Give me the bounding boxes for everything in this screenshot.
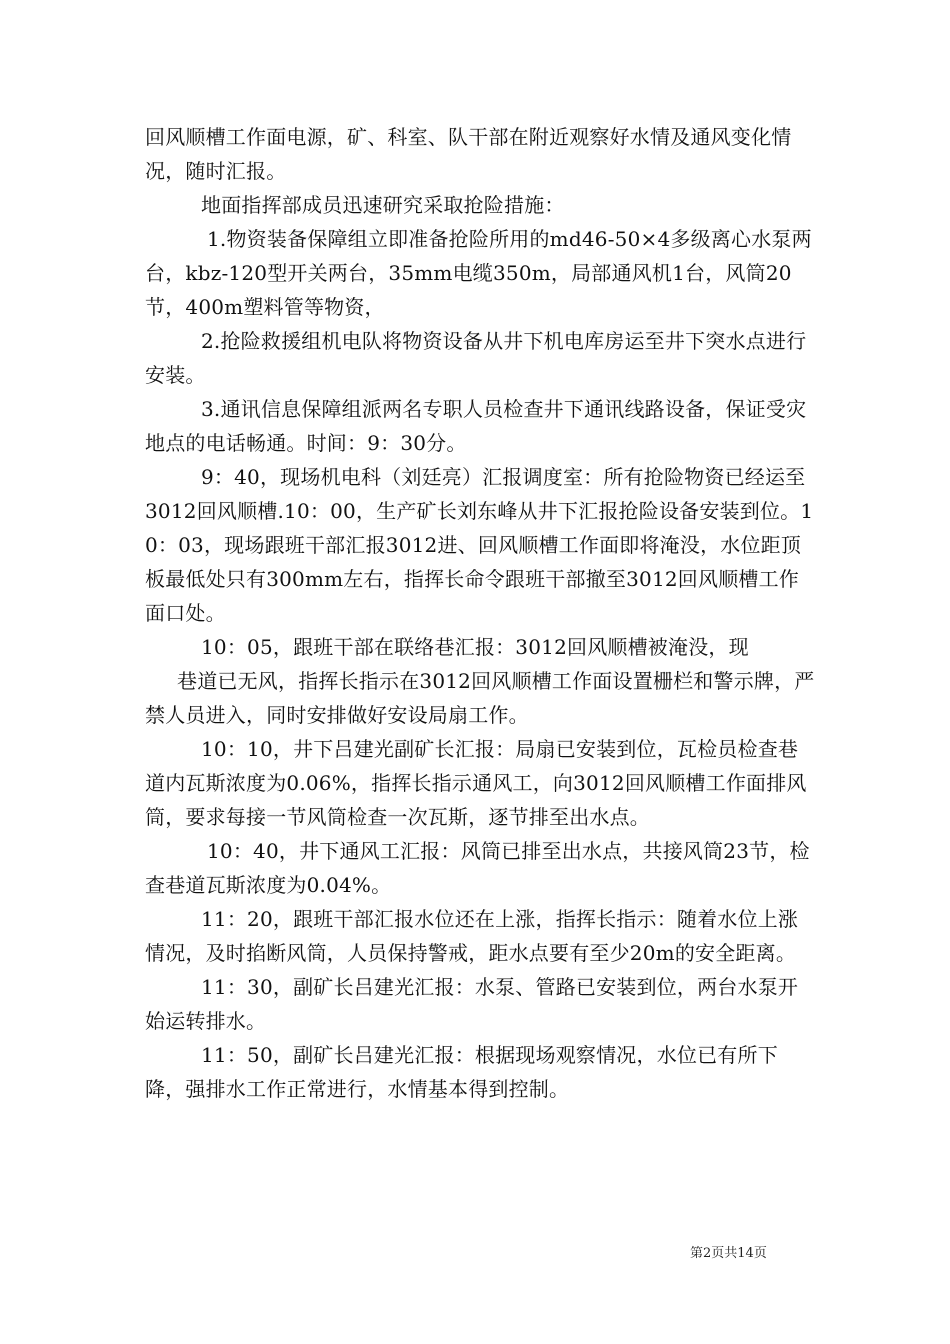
paragraph-measures-heading: 地面指挥部成员迅速研究采取抢险措施：	[201, 193, 565, 217]
paragraph-1005-continued: 巷道已无风，指挥长指示在3012回风顺槽工作面设置栅栏和警示牌，严禁人员进入，同时安排做好安设局扇工作。	[145, 669, 815, 727]
paragraph-measure-1: 1.物资装备保障组立即准备抢险所用的md46-50×4多级离心水泵两台，kbz-120型开关两台，35mm电缆350m，局部通风机1台，风筒20节，400m塑料管等物资，	[145, 227, 812, 319]
paragraph-1130-report: 11：30，副矿长吕建光汇报：水泵、管路已安装到位，两台水泵开始运转排水。	[145, 975, 799, 1033]
paragraph-measure-3: 3.通讯信息保障组派两名专职人员检查井下通讯线路设备，保证受灾地点的电话畅通。时间：9：30分。	[145, 397, 807, 455]
paragraph-1150-report: 11：50，副矿长吕建光汇报：根据现场观察情况，水位已有所下降，强排水工作正常进行，水情基本得到控制。	[145, 1043, 778, 1101]
paragraph-measure-2: 2.抢险救援组机电队将物资设备从井下机电库房运至井下突水点进行安装。	[145, 329, 807, 387]
paragraph-1040-report: 10：40，井下通风工汇报：风筒已排至出水点，共接风筒23节，检查巷道瓦斯浓度为0.04%。	[145, 839, 810, 897]
page-number: 第2页共14页	[690, 1246, 767, 1261]
paragraph-1005-report: 10：05，跟班干部在联络巷汇报：3012回风顺槽被淹没，现	[201, 635, 749, 659]
paragraph-1010-report: 10：10，井下吕建光副矿长汇报：局扇已安装到位，瓦检员检查巷道内瓦斯浓度为0.06%，指挥长指示通风工，向3012回风顺槽工作面排风筒，要求每接一节风筒检查一次瓦斯，逐节排至出水点。	[145, 737, 807, 829]
paragraph-0940-report: 9：40，现场机电科（刘廷亮）汇报调度室：所有抢险物资已经运至3012回风顺槽.10：00，生产矿长刘东峰从井下汇报抢险设备安装到位。10：03，现场跟班干部汇报3012进、回风顺槽工作面即将淹没，水位距顶板最低处只有300mm左右，指挥长命令跟班干部撤至3012回风顺槽工作面口处。	[145, 465, 814, 625]
paragraph-continuation: 回风顺槽工作面电源，矿、科室、队干部在附近观察好水情及通风变化情况，随时汇报。	[145, 125, 792, 183]
paragraph-1120-report: 11：20，跟班干部汇报水位还在上涨，指挥长指示：随着水位上涨情况，及时掐断风筒，人员保持警戒，距水点要有至少20m的安全距离。	[145, 907, 799, 965]
document-body	[145, 120, 815, 1106]
